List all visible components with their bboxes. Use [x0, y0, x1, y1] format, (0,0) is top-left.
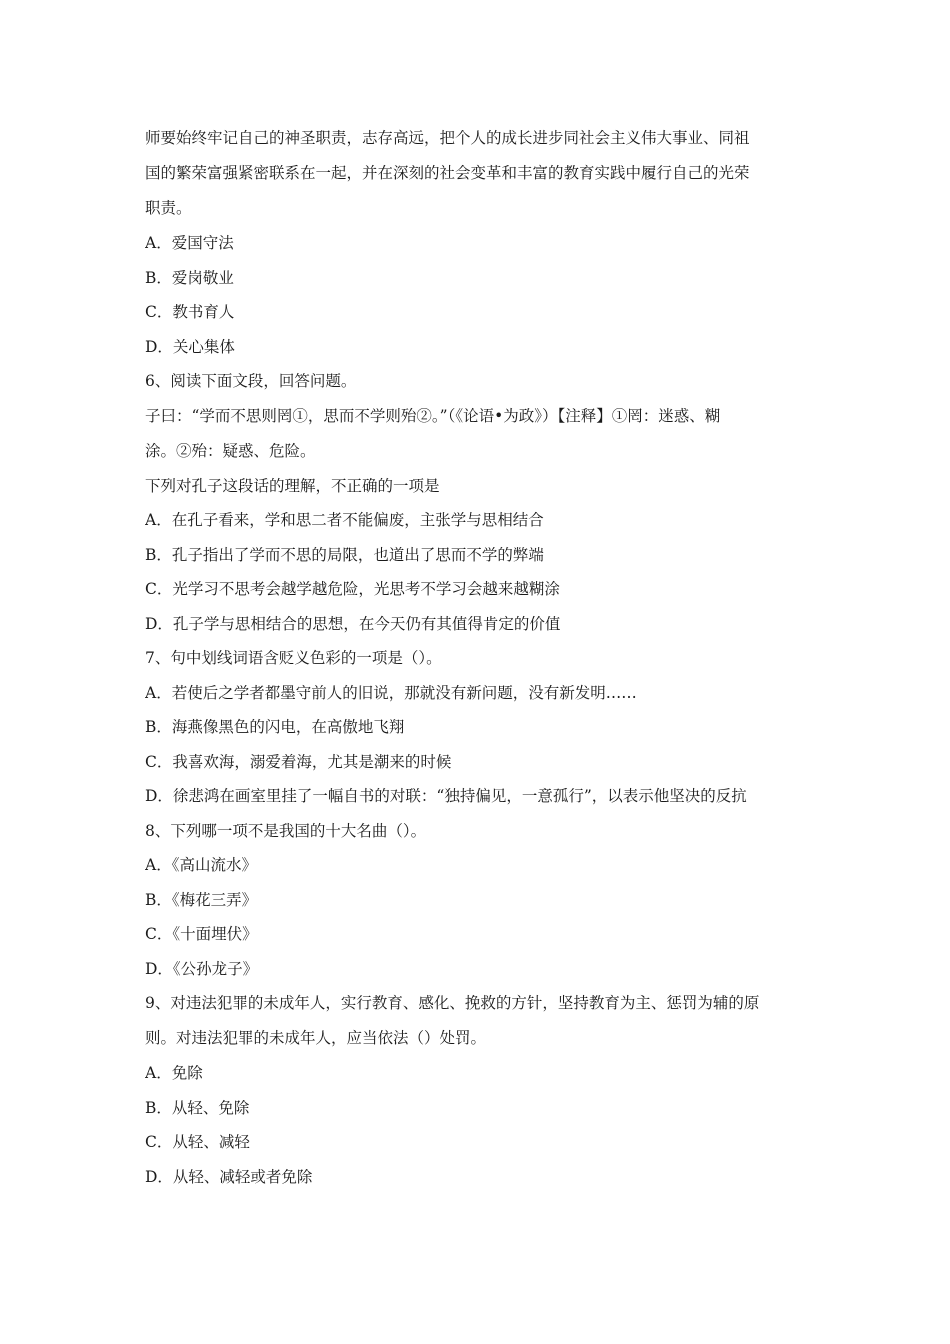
question-6-prompt: 下列对孔子这段话的理解，不正确的一项是	[145, 476, 440, 495]
question-7-stem: 7、句中划线词语含贬义色彩的一项是（）。	[145, 649, 442, 667]
intro-line: 职责。	[145, 199, 192, 217]
option-d: D．关心集体	[145, 337, 235, 356]
option-d: D．孔子学与思相结合的思想，在今天仍有其值得肯定的价值	[145, 614, 561, 633]
option-c: C．我喜欢海，溺爱着海，尤其是潮来的时候	[145, 752, 452, 771]
option-a: A．《高山流水》	[145, 856, 257, 874]
question-9-stem-line: 9、对违法犯罪的未成年人，实行教育、感化、挽救的方针，坚持教育为主、惩罚为辅的原	[145, 994, 760, 1012]
question-6-passage-line: 子曰：“学而不思则罔①，思而不学则殆②。”（《论语•为政》）【注释】①罔：迷惑、糊	[145, 406, 721, 425]
intro-line: 师要始终牢记自己的神圣职责，志存高远，把个人的成长进步同社会主义伟大事业、同祖	[145, 129, 750, 147]
question-6-stem: 6、阅读下面文段，回答问题。	[145, 372, 357, 390]
option-d: D．《公孙龙子》	[145, 959, 259, 978]
question-6-passage-line: 涂。②殆：疑惑、危险。	[145, 441, 316, 460]
option-a: A．若使后之学者都墨守前人的旧说，那就没有新问题，没有新发明……	[145, 683, 637, 702]
option-c: C．从轻、减轻	[145, 1133, 250, 1151]
option-b: B．爱岗敬业	[145, 268, 234, 287]
option-a: A．在孔子看来，学和思二者不能偏废，主张学与思相结合	[145, 511, 544, 529]
option-d: D．从轻、减轻或者免除	[145, 1167, 313, 1186]
option-c: C．光学习不思考会越学越危险，光思考不学习会越来越糊涂	[145, 580, 560, 598]
option-b: B．《梅花三弄》	[145, 890, 258, 909]
option-a: A．爱国守法	[145, 234, 234, 252]
option-b: B．海燕像黑色的闪电，在高傲地飞翔	[145, 718, 405, 736]
question-8-stem: 8、下列哪一项不是我国的十大名曲（）。	[145, 821, 427, 840]
intro-line: 国的繁荣富强紧密联系在一起，并在深刻的社会变革和丰富的教育实践中履行自己的光荣	[145, 164, 750, 182]
option-b: B．孔子指出了学而不思的局限，也道出了思而不学的弊端	[145, 545, 544, 564]
option-d: D．徐悲鸿在画室里挂了一幅自书的对联：“独持偏见，一意孤行”，以表示他坚决的反抗	[145, 787, 747, 805]
question-9-stem-line: 则。对违法犯罪的未成年人，应当依法（）处罚。	[145, 1029, 487, 1047]
option-c: C．教书育人	[145, 303, 235, 321]
option-b: B．从轻、免除	[145, 1098, 250, 1117]
option-a: A．免除	[145, 1064, 203, 1082]
document-body	[145, 121, 810, 1194]
option-c: C．《十面埋伏》	[145, 925, 258, 943]
